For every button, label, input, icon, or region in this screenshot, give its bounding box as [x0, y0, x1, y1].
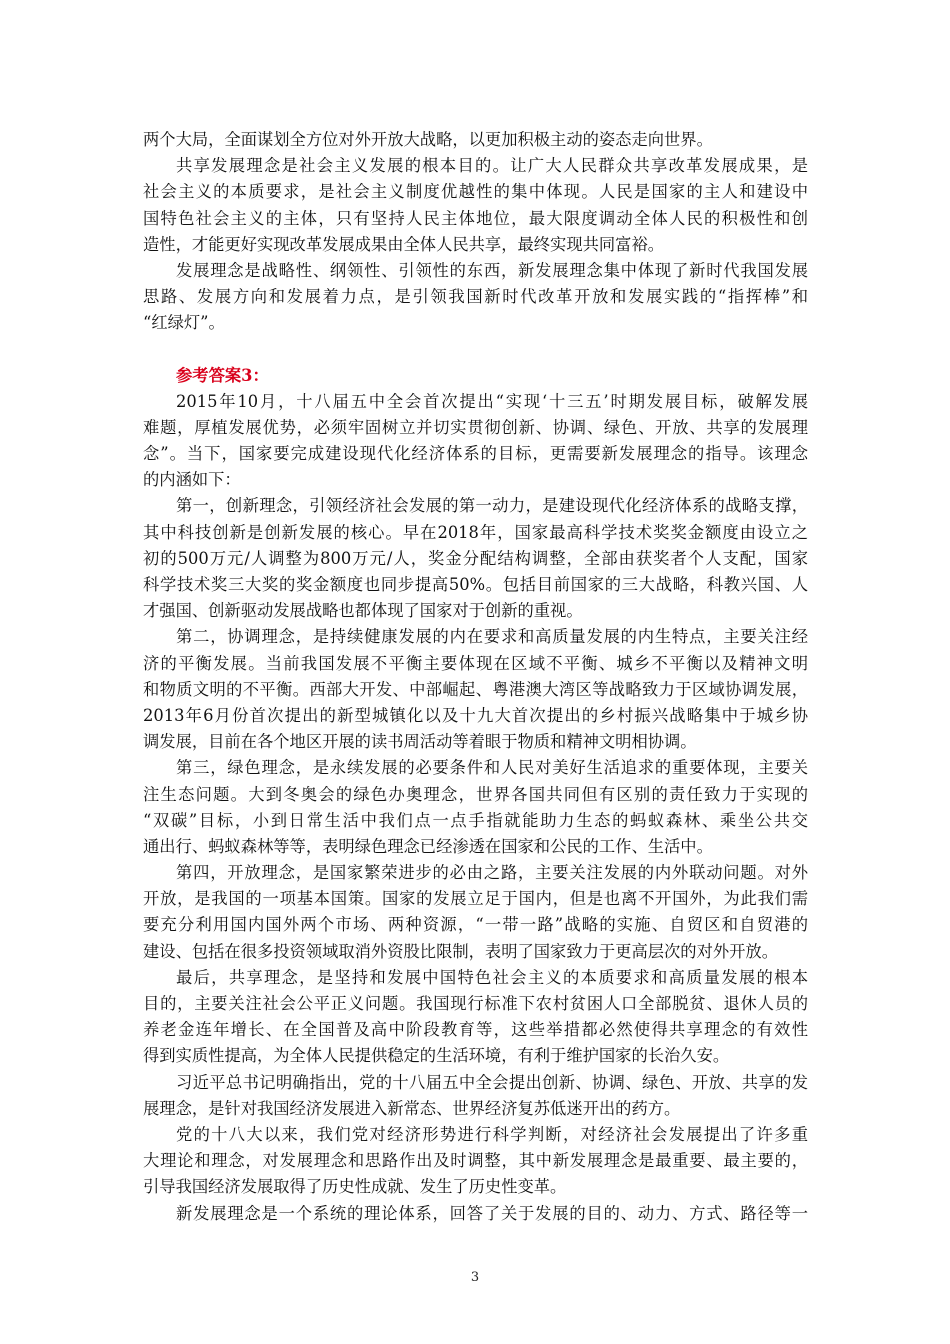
paragraph: [143, 860, 808, 965]
text-line: 两个大局，全面谋划全方位对外开放大战略，以更加积极主动的姿态走向世界。: [143, 130, 713, 149]
text-line: 的内涵如下：: [143, 470, 241, 490]
text-line: 通出行、蚂蚁森林等等，表明绿色理念已经渗透在国家和公民的工作、生活中。: [143, 836, 713, 856]
text-line: 难题，厚植发展优势，必须牢固树立并切实贯彻创新、协调、绿色、开放、共享的发展理: [143, 417, 808, 437]
text-line: 建设、包括在很多投资领域取消外资股比限制，表明了国家致力于更高层次的对外开放。: [143, 941, 778, 961]
text-section-before: [143, 127, 808, 337]
text-line: 第三，绿色理念，是永续发展的必要条件和人民对美好生活追求的重要体现，主要关: [176, 758, 808, 778]
text-line: 其中科技创新是创新发展的核心。早在2018年，国家最高科学技术奖奖金额度由设立之: [143, 522, 808, 542]
text-line: 和物质文明的不平衡。西部大开发、中部崛起、粤港澳大湾区等战略致力于区域协调发展，: [143, 679, 808, 699]
text-line: 念”。当下，国家要完成建设现代化经济体系的目标，更需要新发展理念的指导。该理念: [143, 444, 808, 464]
text-line: 党的十八大以来，我们党对经济形势进行科学判断，对经济社会发展提出了许多重: [176, 1124, 808, 1144]
paragraph: [143, 965, 808, 1070]
text-line: 引导我国经济发展取得了历史性成就、发生了历史性变革。: [143, 1177, 567, 1197]
paragraph: [143, 493, 808, 624]
paragraph: [143, 755, 808, 860]
text-line: 开放，是我国的一项基本国策。国家的发展立足于国内，但是也离不开国外，为此我们需: [143, 889, 808, 909]
text-line: 习近平总书记明确指出，党的十八届五中全会提出创新、协调、绿色、开放、共享的发: [176, 1072, 808, 1092]
text-line: 养老金连年增长、在全国普及高中阶段教育等，这些举措都必然使得共享理念的有效性: [143, 1020, 808, 1040]
text-line: 调发展，目前在各个地区开展的读书周活动等着眼于物质和精神文明相协调。: [143, 732, 697, 752]
text-line: 最后，共享理念，是坚持和发展中国特色社会主义的本质要求和高质量发展的根本: [176, 967, 808, 987]
text-line: 社会主义的本质要求，是社会主义制度优越性的集中体现。人民是国家的主人和建设中: [143, 182, 808, 202]
paragraph: [143, 1201, 808, 1227]
text-line: 科学技术奖三大奖的奖金额度也同步提高50%。包括目前国家的三大战略，科教兴国、人: [143, 575, 808, 594]
document-body: [143, 127, 808, 1227]
paragraph: [143, 1122, 808, 1201]
text-line: 才强国、创新驱动发展战略也都体现了国家对于创新的重视。: [143, 601, 583, 621]
answer-heading: 参考答案3：: [176, 365, 269, 385]
text-line: 造性，才能更好实现改革发展成果由全体人民共享，最终实现共同富裕。: [143, 234, 665, 254]
text-line: 大理论和理念，对发展理念和思路作出及时调整，其中新发展理念是最重要、最主要的，: [143, 1151, 808, 1171]
text-line: 2015年10月，十八届五中全会首次提出“实现‘十三五’时期发展目标，破解发展: [176, 391, 808, 411]
text-line: 2013年6月份首次提出的新型城镇化以及十九大首次提出的乡村振兴战略集中于城乡协: [143, 705, 808, 725]
paragraph: [143, 258, 808, 337]
paragraph: [143, 153, 808, 258]
text-line: 第四，开放理念，是国家繁荣进步的必由之路，主要关注发展的内外联动问题。对外: [176, 863, 808, 883]
text-line: 要充分利用国内国外两个市场、两种资源，“一带一路”战略的实施、自贸区和自贸港的: [143, 915, 808, 935]
text-line: 初的500万元/人调整为800万元/人，奖金分配结构调整，全部由获奖者个人支配，国家: [143, 548, 808, 568]
section-gap: [143, 337, 808, 363]
text-line: 发展理念是战略性、纲领性、引领性的东西，新发展理念集中体现了新时代我国发展: [176, 260, 808, 280]
text-line: 济的平衡发展。当前我国发展不平衡主要体现在区域不平衡、城乡不平衡以及精神文明: [143, 653, 808, 673]
paragraph: [143, 389, 808, 494]
text-line: 目的，主要关注社会公平正义问题。我国现行标准下农村贫困人口全部脱贫、退休人员的: [143, 994, 808, 1013]
page-number: 3: [470, 1270, 480, 1285]
text-section-after: [143, 389, 808, 1227]
paragraph: [143, 127, 808, 153]
text-line: 国特色社会主义的主体，只有坚持人民主体地位，最大限度调动全体人民的积极性和创: [143, 208, 808, 228]
paragraph: [143, 1070, 808, 1122]
text-line: 展理念，是针对我国经济发展进入新常态、世界经济复苏低迷开出的药方。: [143, 1098, 681, 1118]
text-line: 共享发展理念是社会主义发展的根本目的。让广大人民群众共享改革发展成果，是: [176, 156, 808, 176]
text-line: “双碳”目标，小到日常生活中我们点一点手指就能助力生态的蚂蚁森林、乘坐公共交: [143, 810, 808, 830]
text-line: 第一，创新理念，引领经济社会发展的第一动力，是建设现代化经济体系的战略支撑，: [176, 496, 808, 516]
text-line: 思路、发展方向和发展着力点，是引领我国新时代改革开放和发展实践的“指挥棒”和: [143, 287, 808, 307]
paragraph: [143, 624, 808, 755]
text-line: “红绿灯”。: [143, 313, 225, 333]
text-line: 新发展理念是一个系统的理论体系，回答了关于发展的目的、动力、方式、路径等一: [176, 1203, 808, 1223]
text-line: 第二，协调理念，是持续健康发展的内在要求和高质量发展的内生特点，主要关注经: [176, 627, 808, 647]
text-line: 得到实质性提高，为全体人民提供稳定的生活环境，有利于维护国家的长治久安。: [143, 1046, 730, 1066]
text-line: 注生态问题。大到冬奥会的绿色办奥理念，世界各国共同但有区别的责任致力于实现的: [143, 784, 808, 804]
